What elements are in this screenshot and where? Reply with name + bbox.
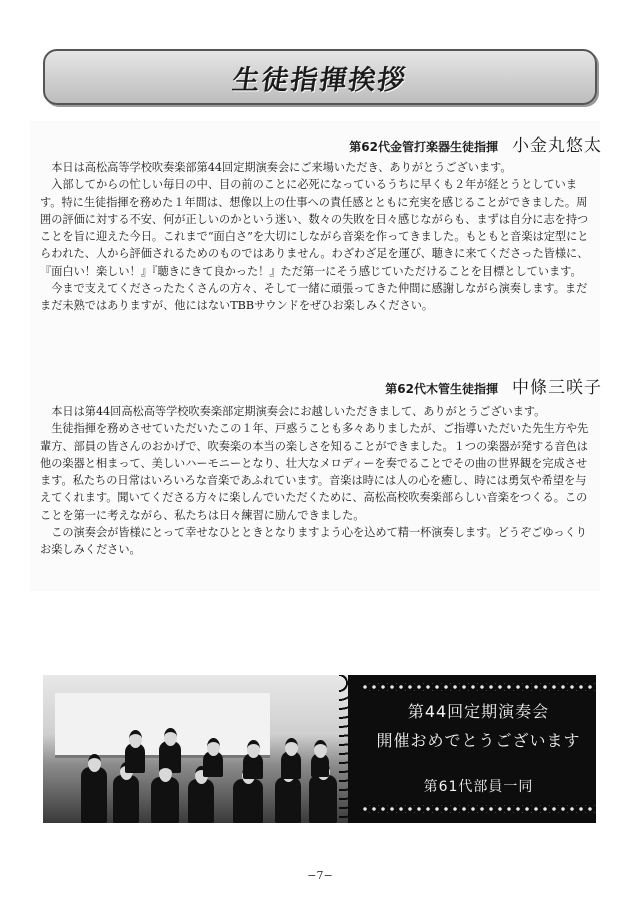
student-figure (188, 779, 214, 823)
paragraph: 本日は第44回高松高等学校吹奏楽部定期演奏会にお越しいただきまして、ありがとうございます。 (51, 405, 546, 418)
message-line-1: 第44回定期演奏会 (407, 702, 550, 721)
decorative-wave-border (339, 675, 361, 823)
paragraph: 入部してからの忙しい毎日の中、目の前のことに必死になっているうちに早くも２年が経とうとしています。特に生徒指揮を務めた１年間は、想像以上の仕事への責任感とともに充実を感じることができました。周囲の評価に対する不安、何が正しいのかという迷い、数々の失敗を日々感じながらも、まずは自分に志を持つことを旨に迎えた今日。これまで“面白さ”を大切にしながら音楽を作ってきました。もともと音楽は定型にとらわれた、人から評価されるためのものではありません。わざわざ足を運び、聴きに来てくださった皆様に、『面白い！楽しい！』『聴きにきて良かった！』ただ第一にそう感じていただけることを目標としています。 (40, 178, 589, 278)
greeting-section-2 (40, 403, 595, 559)
student-figure (151, 777, 179, 823)
message-line-2: 開催おめでとうございます (376, 731, 581, 750)
student-figure (233, 779, 263, 823)
byline-role: 第62代木管生徒指揮 (385, 382, 498, 396)
page-title: 生徒指揮挨拶 (230, 64, 409, 96)
student-figure (309, 775, 337, 823)
student-figure (113, 775, 139, 823)
title-banner (43, 49, 597, 105)
congratulation-message (361, 675, 596, 823)
byline-name: 中條三咲子 (512, 378, 602, 398)
paragraph: 今まで支えてくださったたくさんの方々、そして一緒に頑張ってきた仲間に感謝しながら演奏します。まだまだ未熟ではありますが、他にはないTBBサウンドをぜひお楽しみください。 (40, 282, 588, 313)
student-figure (281, 751, 301, 779)
student-figure (275, 777, 301, 823)
paragraph: 本日は高松高等学校吹奏楽部第44回定期演奏会にご来場いただき、ありがとうございます。 (51, 161, 512, 174)
student-figure (81, 767, 107, 823)
student-figure (203, 751, 223, 777)
paragraph: この演奏会が皆様にとって幸せなひとときとなりますよう心を込めて精一杯演奏します。どうぞごゆっくりお楽しみください。 (40, 526, 587, 557)
group-photo-panel (43, 675, 596, 823)
group-photo (43, 675, 348, 823)
decorative-dots-bottom (361, 805, 596, 813)
byline-section-1 (349, 131, 602, 156)
byline-role: 第62代金管打楽器生徒指揮 (349, 140, 498, 154)
byline-name: 小金丸悠太 (512, 136, 602, 156)
student-figure (311, 753, 329, 777)
byline-section-2 (385, 373, 602, 398)
page-number: −7− (307, 869, 333, 882)
greeting-section-1 (40, 159, 595, 315)
message-signature: 第61代部員一同 (423, 779, 534, 795)
paragraph: 生徒指揮を務めさせていただいたこの１年、戸惑うことも多々ありましたが、ご指導いただいた先生方や先輩方、部員の皆さんのおかげで、吹奏楽の本当の楽しさを知ることができました。１つの楽器が発する音色は他の楽器と相まって、美しいハーモニーとなり、壮大なメロディーを奏でることでその曲の世界観を完成させます。私たちの日常はいろいろな音楽であふれています。音楽は時には人の心を癒し、時には勇気や希望を与えてくれます。聞いてくださる方々に楽しんでいただくために、高松高校吹奏楽部らしい音楽をつくる。このことを第一に考えながら、私たちは日々練習に励んできました。 (40, 422, 589, 522)
student-figure (243, 753, 263, 779)
student-figure (125, 743, 145, 773)
